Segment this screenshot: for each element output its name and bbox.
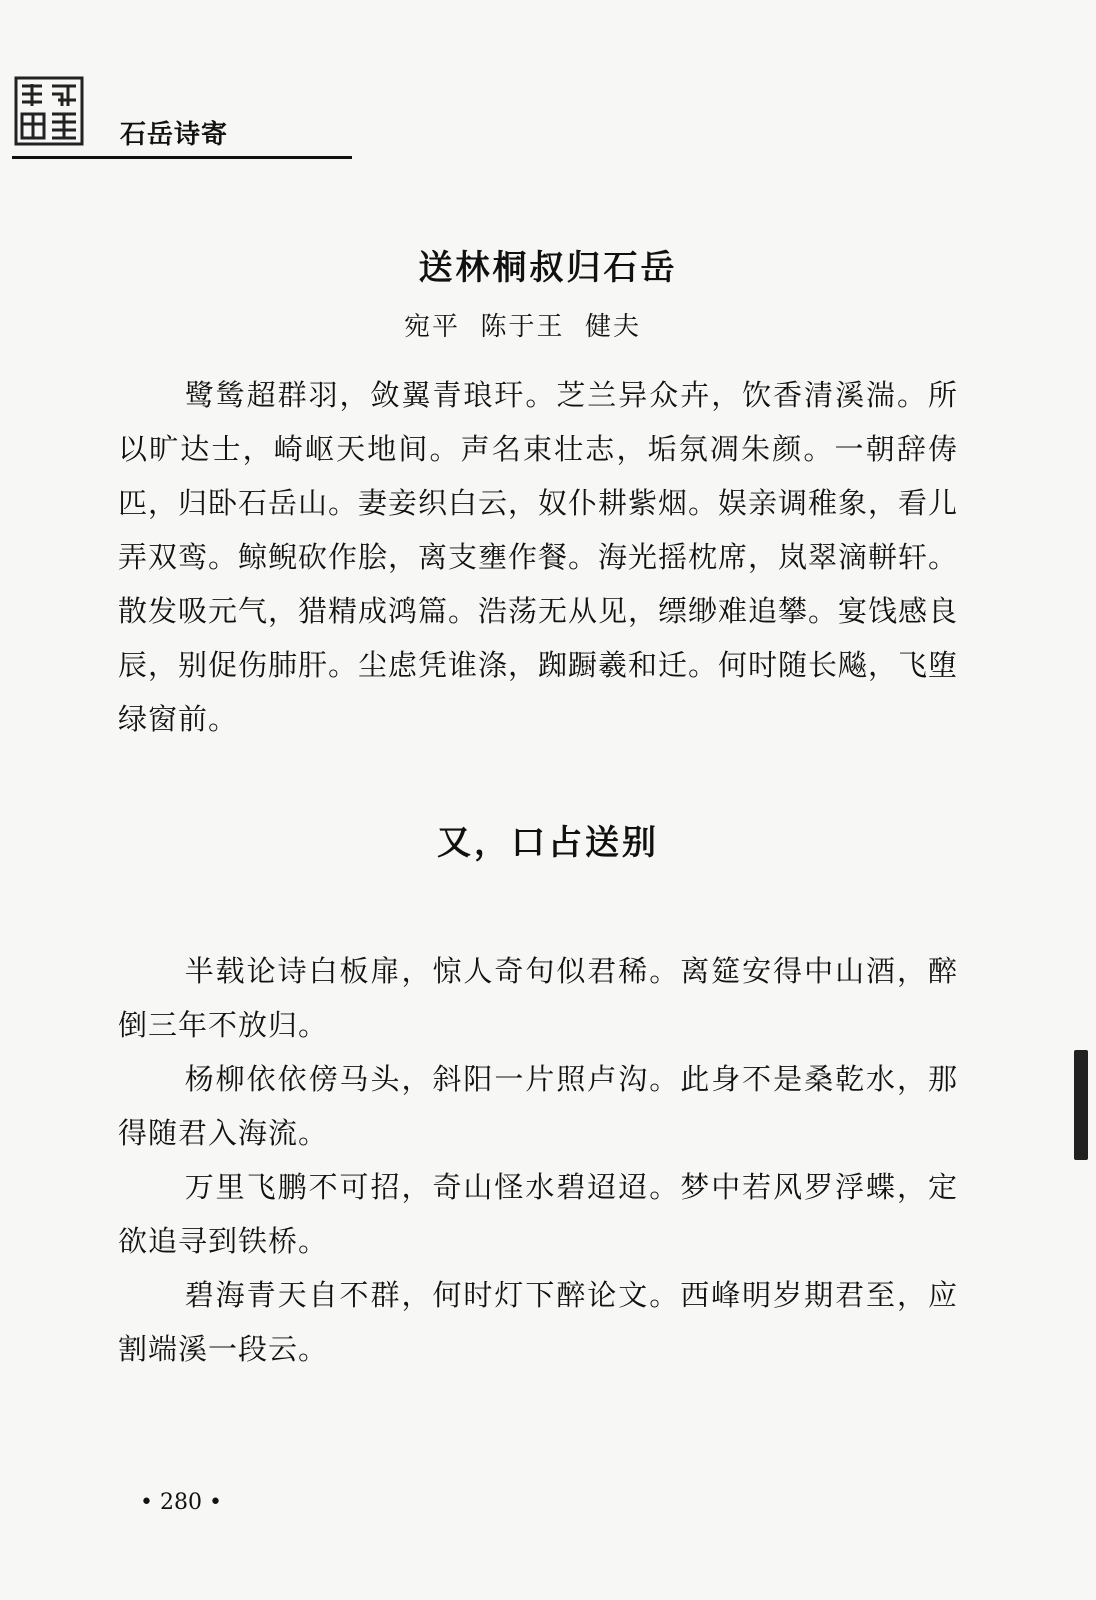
stanza-2: 杨柳依依傍马头，斜阳一片照卢沟。此身不是桑乾水，那得随君入海流。 bbox=[118, 1062, 958, 1150]
scan-edge-mark bbox=[1074, 1050, 1088, 1160]
stanza-1: 半载论诗白板扉，惊人奇句似君稀。离筵安得中山酒，醉倒三年不放归。 bbox=[118, 954, 958, 1042]
poem-body: 鹭鸶超群羽，敛翼青琅玕。芝兰异众卉，饮香清溪湍。所以旷达士，崎岖天地间。声名束壮志，垢氛凋朱颜。一朝辞俦匹，归卧石岳山。妻妾织白云，奴仆耕紫烟。娱亲调稚象，看儿弄双鸾。鲸鲵砍作脍，离支壅作餐。海光摇枕席，岚翠滴軿轩。散发吸元气，猎精成鸿篇。浩荡无从见，缥缈难追攀。宴饯感良辰，别促伤肺肝。尘虑凭谁涤，踟蹰羲和迁。何时随长飚，飞堕绿窗前。 bbox=[118, 378, 959, 736]
header-rule bbox=[12, 156, 352, 159]
running-header-title: 石岳诗寄 bbox=[120, 120, 229, 150]
page-number: • 280 • bbox=[140, 1490, 222, 1515]
poem-byline: 宛平 陈于王 健夫 bbox=[404, 312, 642, 342]
seal-stamp-icon bbox=[14, 76, 84, 146]
poem-title-2: 又，口占送别 bbox=[437, 823, 659, 863]
poem-title: 送林桐叔归石岳 bbox=[418, 248, 678, 288]
stanza-3: 万里飞鹏不可招，奇山怪水碧迢迢。梦中若风罗浮蝶，定欲追寻到铁桥。 bbox=[118, 1170, 958, 1258]
stanza-4: 碧海青天自不群，何时灯下醉论文。西峰明岁期君至，应割端溪一段云。 bbox=[118, 1278, 958, 1366]
